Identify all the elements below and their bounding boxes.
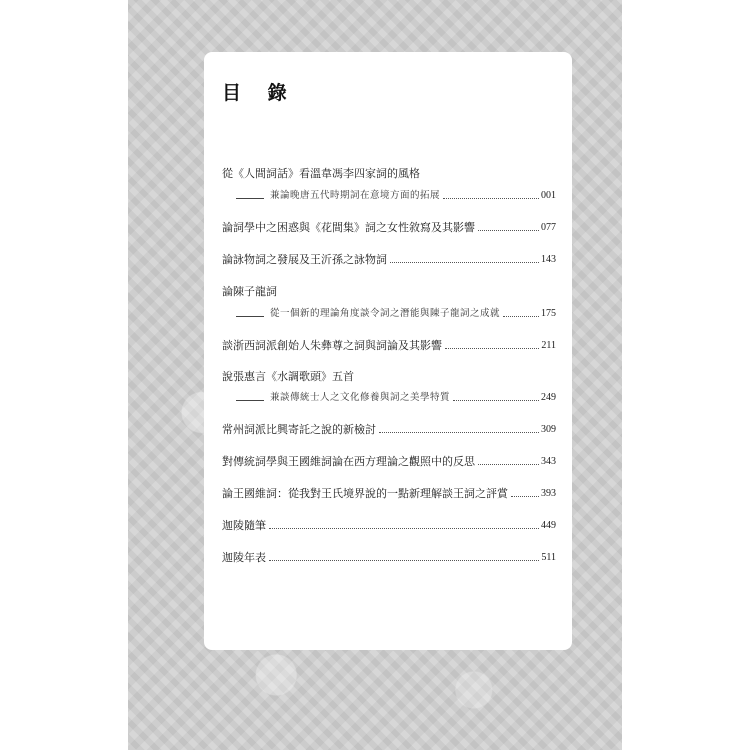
dot-leader [478, 230, 539, 231]
toc-entry-title: 說張惠言《水調歌頭》五首 [222, 370, 354, 383]
toc-entry-page: 211 [541, 340, 556, 351]
toc-entry-page: 511 [541, 552, 556, 563]
toc-entry-subtitle-text: 兼談傳統士人之文化修養與詞之美學特質 [270, 392, 451, 403]
toc-entry-title: 論詠物詞之發展及王沂孫之詠物詞 [222, 253, 387, 266]
dot-leader [379, 432, 539, 433]
toc-entry-page: 077 [541, 222, 556, 233]
toc-heading: 目 錄 [222, 82, 297, 104]
toc-entry[interactable] [222, 165, 556, 181]
dot-leader [390, 262, 539, 263]
toc-entry-title: 從《人間詞話》看溫韋馮李四家詞的風格 [222, 167, 420, 180]
dot-leader [503, 316, 539, 317]
toc-entry-title: 迦陵年表 [222, 551, 266, 564]
em-dash-rule [236, 316, 264, 317]
toc-entry-subtitle[interactable] [222, 187, 556, 203]
toc-entry[interactable] [222, 219, 556, 235]
toc-entry-subtitle-text: 從一個新的理論角度談令詞之潛能與陳子龍詞之成就 [270, 308, 501, 319]
dot-leader [269, 528, 539, 529]
toc-entry-page: 449 [541, 520, 556, 531]
toc-entry[interactable] [222, 251, 556, 267]
toc-entry-page: 309 [541, 424, 556, 435]
toc-entry-title: 談浙西詞派創始人朱彝尊之詞與詞論及其影響 [222, 339, 442, 352]
toc-entry[interactable] [222, 453, 556, 469]
toc-entry-page: 001 [541, 190, 556, 201]
toc-entry-page: 343 [541, 456, 556, 467]
dot-leader [445, 348, 539, 349]
toc-entry-subtitle[interactable] [222, 389, 556, 405]
toc-entry-subtitle[interactable] [222, 305, 556, 321]
toc-entry-page: 175 [541, 308, 556, 319]
em-dash-rule [236, 400, 264, 401]
dot-leader [453, 400, 539, 401]
toc-entry-title: 迦陵隨筆 [222, 519, 266, 532]
toc-entry-title: 論陳子龍詞 [222, 285, 277, 298]
dot-leader [511, 496, 539, 497]
toc-entry-title: 常州詞派比興寄託之說的新檢討 [222, 423, 376, 436]
dot-leader [443, 198, 539, 199]
toc-entry-page: 393 [541, 488, 556, 499]
toc-entry[interactable] [222, 549, 556, 565]
toc-entry[interactable] [222, 517, 556, 533]
dot-leader [478, 464, 539, 465]
toc-entry-title: 對傳統詞學與王國維詞論在西方理論之觀照中的反思 [222, 455, 475, 468]
toc-entry-title: 論詞學中之困惑與《花間集》詞之女性敘寫及其影響 [222, 221, 475, 234]
toc-entry[interactable] [222, 337, 556, 353]
toc-entry[interactable] [222, 485, 556, 501]
dot-leader [269, 560, 539, 561]
toc-entry[interactable] [222, 283, 556, 299]
toc-entry[interactable] [222, 421, 556, 437]
toc-entry[interactable] [222, 368, 556, 384]
toc-entry-page: 249 [541, 392, 556, 403]
toc-entry-title: 論王國維詞：從我對王氏境界說的一點新理解談王詞之評賞 [222, 487, 508, 500]
em-dash-rule [236, 198, 264, 199]
toc-entry-page: 143 [541, 254, 556, 265]
toc-entry-subtitle-text: 兼論晚唐五代時期詞在意境方面的拓展 [270, 190, 441, 201]
